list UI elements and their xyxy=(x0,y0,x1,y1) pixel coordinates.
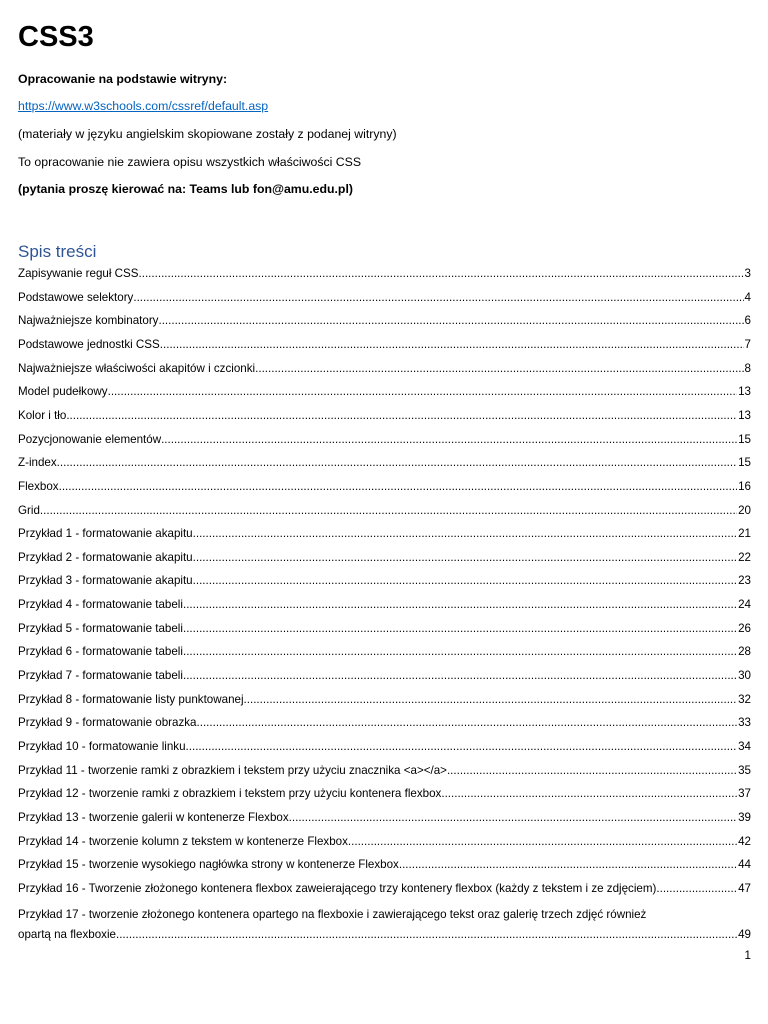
toc-entry[interactable] xyxy=(18,834,751,850)
toc-entry[interactable] xyxy=(18,361,751,377)
toc-leader-dots xyxy=(40,503,737,519)
toc-entry[interactable] xyxy=(18,432,751,448)
toc-leader-dots xyxy=(244,692,738,708)
toc-entry-page: 37 xyxy=(738,787,751,801)
toc-entry-label: Pozycjonowanie elementów xyxy=(18,432,162,446)
toc-leader-dots xyxy=(116,925,737,945)
note-scope: To opracowanie nie zawiera opisu wszystkich właściwości CSS xyxy=(18,155,362,169)
toc-entry[interactable] xyxy=(18,763,751,779)
toc-entry-page: 13 xyxy=(738,408,751,422)
toc-entry-label-line1: Przykład 17 - tworzenie złożonego kontenera opartego na flexboxie i zawierającego tekst oraz galerię trzech zdjęć również xyxy=(18,908,647,921)
toc-entry-label: Przykład 1 - formatowanie akapitu xyxy=(18,527,193,541)
toc-leader-dots xyxy=(66,408,737,424)
toc-entry-label-line2: opartą na flexboxie xyxy=(18,928,116,941)
document-title: CSS3 xyxy=(18,21,94,53)
toc-entry-label: Przykład 12 - tworzenie ramki z obrazkiem i tekstem przy użyciu kontenera flexbox xyxy=(18,787,442,801)
toc-entry-page: 6 xyxy=(744,314,751,328)
toc-entry-page: 16 xyxy=(738,479,751,493)
toc-entry[interactable] xyxy=(18,644,751,660)
toc-entry-page: 15 xyxy=(738,432,751,446)
toc-entry-label: Przykład 15 - tworzenie wysokiego nagłówka strony w kontenerze Flexbox xyxy=(18,858,399,872)
toc-entry-page: 34 xyxy=(738,740,751,753)
toc-entry-label: Najważniejsze właściwości akapitów i czcionki xyxy=(18,361,256,375)
toc-heading: Spis treści xyxy=(18,242,97,261)
toc-leader-dots xyxy=(160,337,744,353)
toc-entry-page: 33 xyxy=(738,716,751,730)
toc-leader-dots xyxy=(158,313,743,329)
toc-entry-page: 47 xyxy=(738,881,751,895)
toc-entry[interactable] xyxy=(18,739,751,755)
toc-leader-dots xyxy=(255,361,743,377)
toc-entry-label: Przykład 8 - formatowanie listy punktowanej xyxy=(18,692,244,706)
toc-leader-dots xyxy=(193,550,737,566)
toc-leader-dots xyxy=(186,739,738,755)
toc-entry-label: Najważniejsze kombinatory xyxy=(18,314,159,328)
page-number: 1 xyxy=(744,949,751,962)
toc-entry[interactable] xyxy=(18,526,751,542)
toc-entry-page: 49 xyxy=(738,928,751,941)
toc-entry-label: Podstawowe jednostki CSS xyxy=(18,337,160,351)
toc-entry[interactable] xyxy=(18,881,751,897)
toc-leader-dots xyxy=(183,644,737,660)
toc-leader-dots xyxy=(197,715,738,731)
toc-entry-label: Przykład 7 - formatowanie tabeli xyxy=(18,669,183,683)
toc-entry[interactable] xyxy=(18,550,751,566)
toc-entry[interactable] xyxy=(18,692,751,708)
toc-entry-label: Przykład 6 - formatowanie tabeli xyxy=(18,645,183,659)
toc-entry[interactable] xyxy=(18,786,751,802)
toc-entry-page: 42 xyxy=(738,834,751,848)
toc-leader-dots xyxy=(161,432,737,448)
toc-entry-label: Kolor i tło xyxy=(18,408,67,422)
toc-leader-dots xyxy=(139,266,744,282)
toc-entry[interactable] xyxy=(18,337,751,353)
toc-leader-dots xyxy=(133,290,743,306)
toc-leader-dots xyxy=(348,834,737,850)
toc-entry-page: 35 xyxy=(738,763,751,777)
toc-leader-dots xyxy=(656,881,737,897)
toc-entry-page: 13 xyxy=(738,385,751,399)
note-contact: (pytania proszę kierować na: Teams lub fon@amu.edu.pl) xyxy=(18,182,353,196)
toc-entry[interactable] xyxy=(18,408,751,424)
toc-entry-label: Z-index xyxy=(18,456,57,470)
note-materials: (materiały w języku angielskim skopiowane zostały z podanej witryny) xyxy=(18,127,397,141)
toc-entry-page: 26 xyxy=(738,621,751,635)
document-page xyxy=(18,0,751,1024)
toc-entry-label: Przykład 5 - formatowanie tabeli xyxy=(18,621,183,635)
toc-entry-page: 21 xyxy=(738,527,751,541)
toc-entry-page: 3 xyxy=(744,267,751,280)
toc-entry-label: Grid xyxy=(18,503,40,517)
toc-entry-page: 22 xyxy=(738,550,751,564)
toc-leader-dots xyxy=(193,573,737,589)
toc-entry[interactable] xyxy=(18,668,751,684)
toc-entry[interactable] xyxy=(18,290,751,306)
toc-leader-dots xyxy=(193,526,737,542)
toc-entry-label: Zapisywanie reguł CSS xyxy=(18,267,139,280)
toc-entry-page: 4 xyxy=(744,290,751,304)
toc-entry-label: Przykład 13 - tworzenie galerii w kontenerze Flexbox xyxy=(18,810,289,824)
toc-entry[interactable] xyxy=(18,573,751,589)
toc-leader-dots xyxy=(399,857,737,873)
toc-entry-label: Przykład 16 - Tworzenie złożonego kontenera flexbox zaweierającego trzy kontenery flexbox (każdy z tekstem i ze zdjęciem) xyxy=(18,881,657,895)
toc-entry-label: Flexbox xyxy=(18,479,59,493)
toc-entry-label: Przykład 10 - formatowanie linku xyxy=(18,740,186,753)
toc-entry-page: 15 xyxy=(738,456,751,470)
toc-leader-dots xyxy=(108,384,738,400)
toc-entry[interactable] xyxy=(18,384,751,400)
toc-entry-label: Podstawowe selektory xyxy=(18,290,134,304)
toc-entry-label: Przykład 3 - formatowanie akapitu xyxy=(18,574,193,588)
toc-entry[interactable] xyxy=(18,266,751,282)
toc-leader-dots xyxy=(59,479,737,495)
toc-leader-dots xyxy=(441,786,737,802)
toc-entry-label: Przykład 2 - formatowanie akapitu xyxy=(18,550,193,564)
toc-entry[interactable] xyxy=(18,621,751,637)
toc-entry-page: 30 xyxy=(738,669,751,683)
toc-entry[interactable] xyxy=(18,597,751,613)
toc-entry-label: Model pudełkowy xyxy=(18,385,108,399)
toc-leader-dots xyxy=(57,455,737,471)
toc-entry-page: 28 xyxy=(738,645,751,659)
toc-entry[interactable] xyxy=(18,313,751,329)
source-link[interactable]: https://www.w3schools.com/cssref/default.asp xyxy=(18,99,269,113)
toc-entry-page: 23 xyxy=(738,574,751,588)
toc-entry-page: 20 xyxy=(738,503,751,517)
toc-entry-label: Przykład 11 - tworzenie ramki z obrazkiem i tekstem przy użyciu znacznika <a></a> xyxy=(18,763,447,777)
toc-entry[interactable] xyxy=(18,857,751,873)
toc-leader-dots xyxy=(183,668,737,684)
toc-entry[interactable] xyxy=(18,503,751,519)
toc-entry-page: 7 xyxy=(744,337,751,351)
source-label: Opracowanie na podstawie witryny: xyxy=(18,72,228,86)
toc-entry-page: 24 xyxy=(738,598,751,612)
toc-entry-label: Przykład 4 - formatowanie tabeli xyxy=(18,598,183,612)
toc-entry-last[interactable] xyxy=(18,905,751,945)
toc-entry[interactable] xyxy=(18,455,751,471)
toc-entry-page: 39 xyxy=(738,810,751,824)
toc-entry-page: 8 xyxy=(744,361,751,375)
toc-leader-dots xyxy=(183,597,737,613)
toc-leader-dots xyxy=(289,810,737,826)
toc-entry-page: 32 xyxy=(738,692,751,706)
toc-entry-page: 44 xyxy=(738,858,751,872)
toc-entry[interactable] xyxy=(18,810,751,826)
toc-entry-label: Przykład 14 - tworzenie kolumn z tekstem w kontenerze Flexbox xyxy=(18,834,348,848)
toc-leader-dots xyxy=(183,621,737,637)
toc-entry-label: Przykład 9 - formatowanie obrazka xyxy=(18,716,197,730)
toc-entry[interactable] xyxy=(18,715,751,731)
toc-leader-dots xyxy=(447,763,737,779)
toc-entry[interactable] xyxy=(18,479,751,495)
